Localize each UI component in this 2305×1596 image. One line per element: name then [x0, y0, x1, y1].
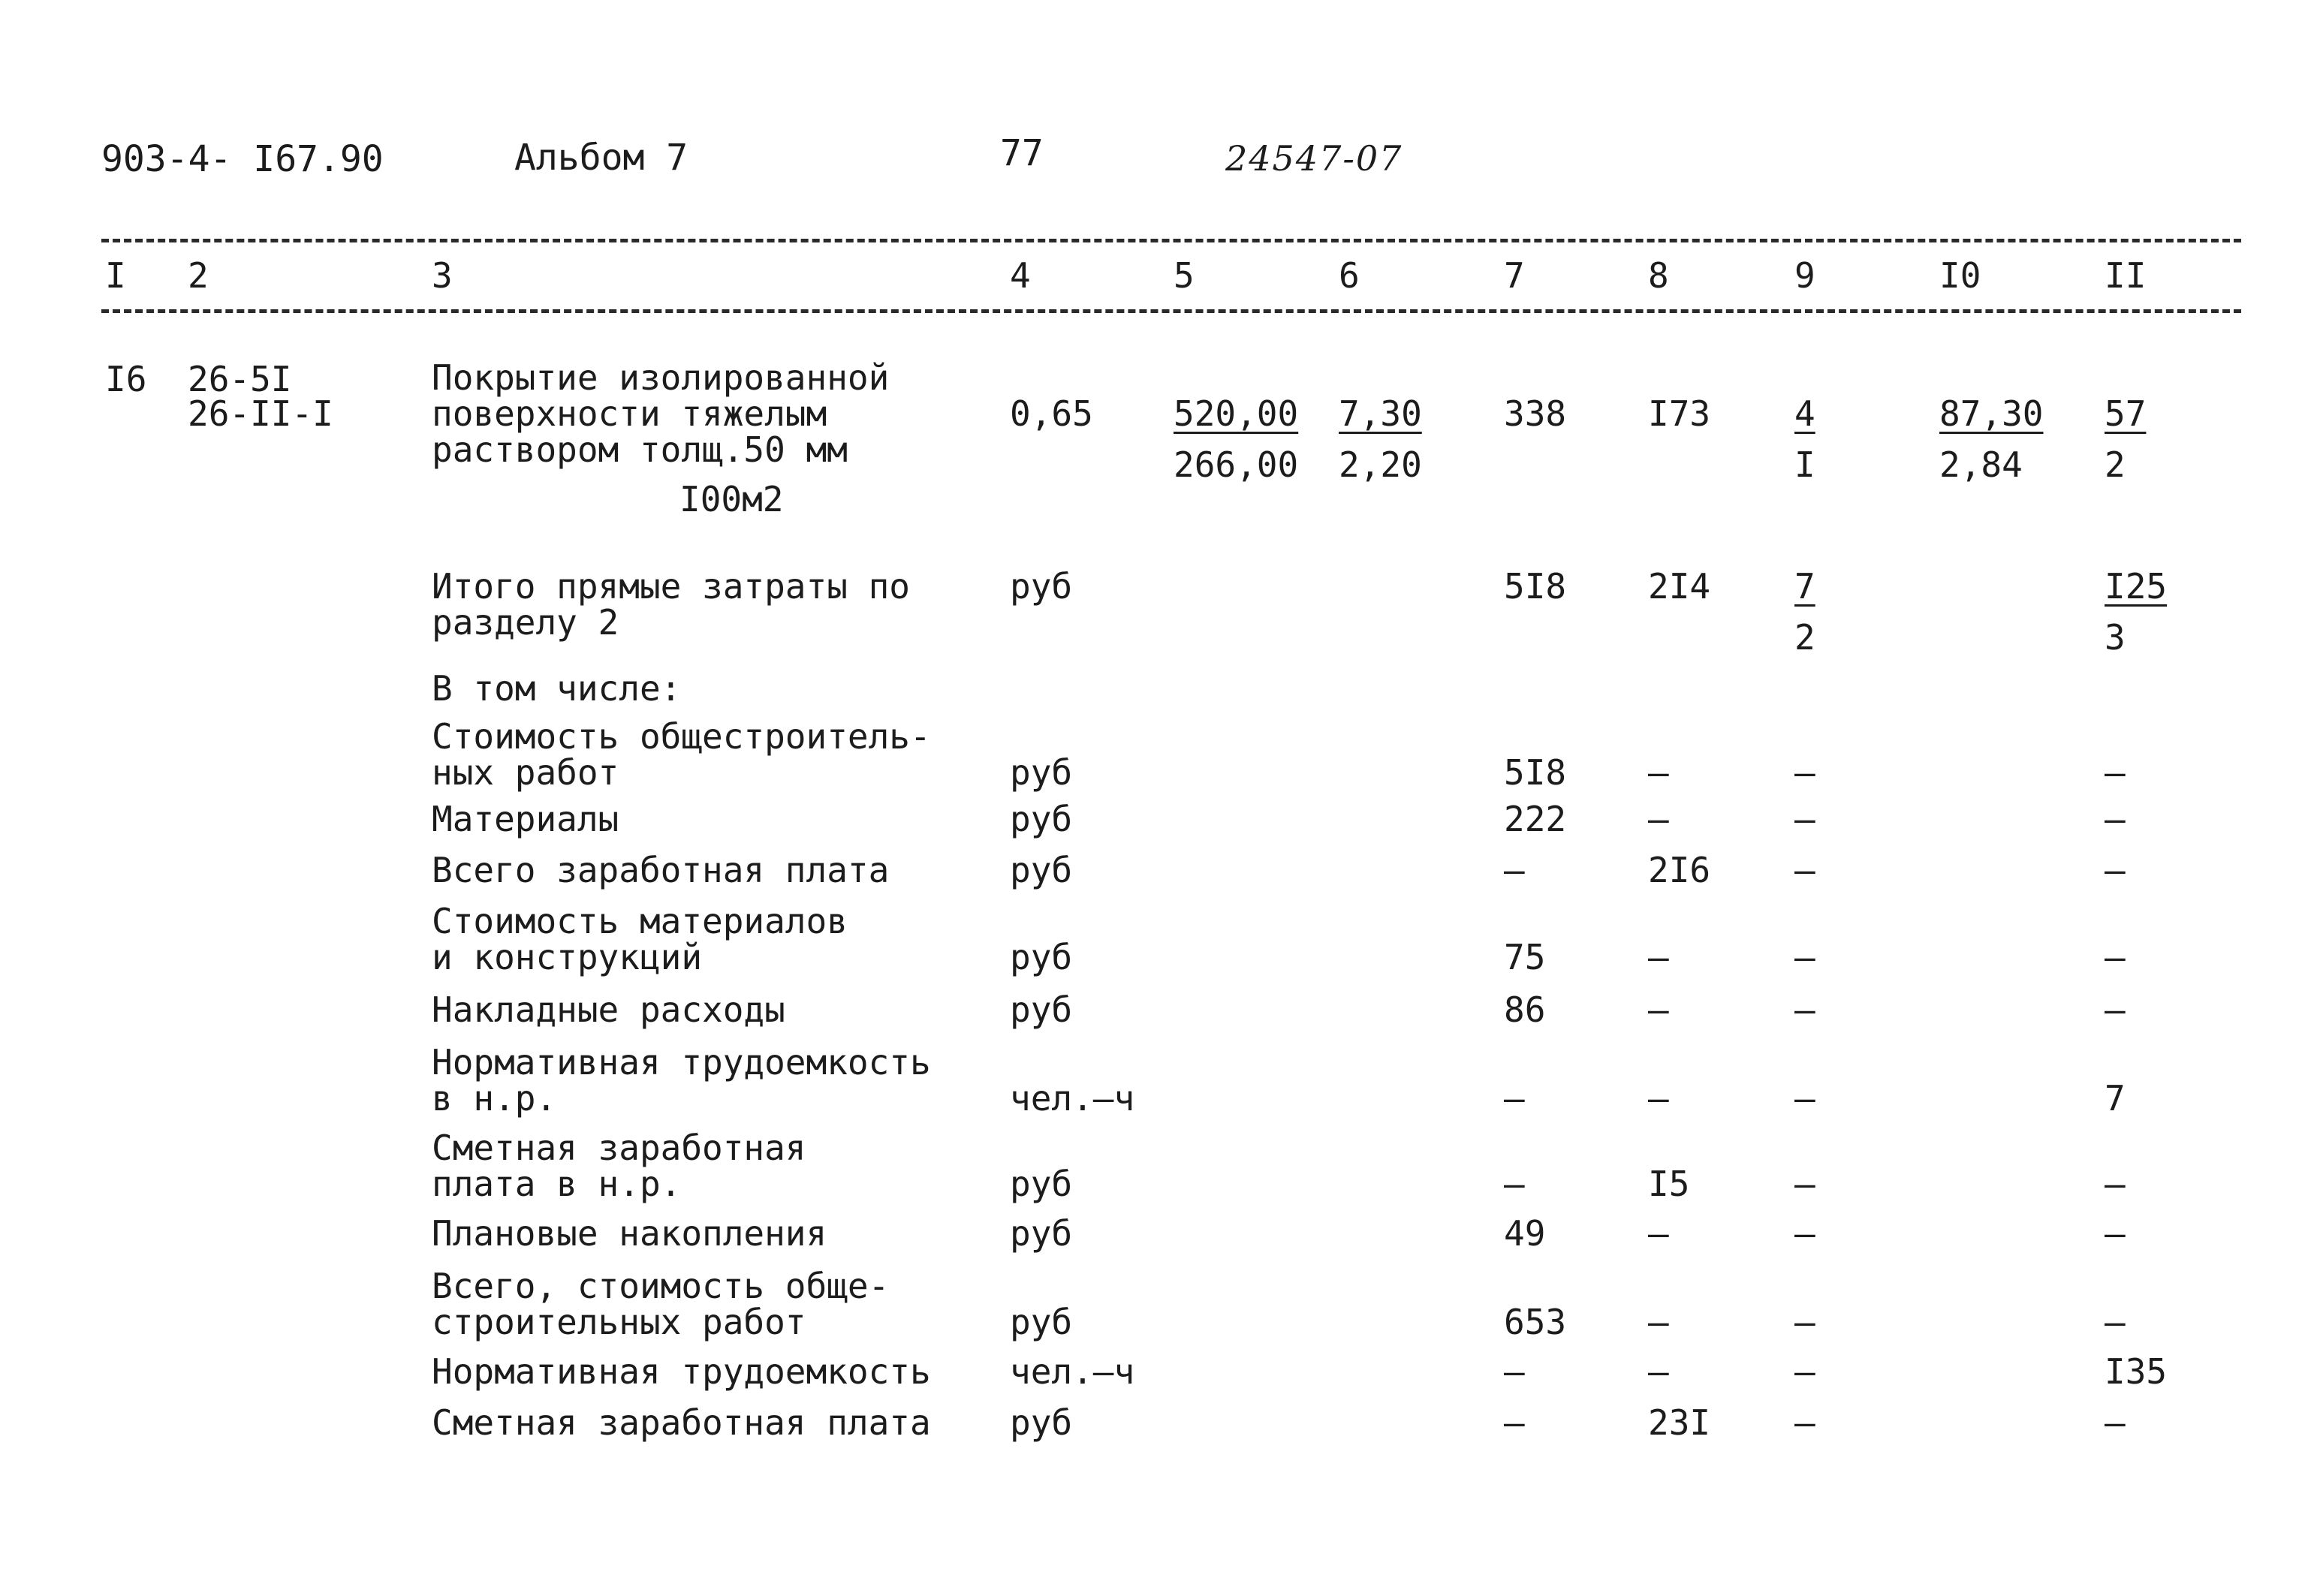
- item-unit: I00м2: [679, 479, 784, 519]
- row-label-line-1: Нормативная трудоемкость: [432, 1351, 931, 1392]
- row-col11: –: [2105, 1213, 2126, 1254]
- row-col11: –: [2105, 1302, 2126, 1342]
- item-description-line-2: поверхности тяжелым: [432, 393, 827, 434]
- row-col9: –: [1794, 752, 1815, 793]
- row-col9: –: [1794, 1078, 1815, 1119]
- column-header-6: 6: [1339, 255, 1360, 296]
- row-col9: –: [1794, 1351, 1815, 1392]
- row-col8: –: [1648, 989, 1669, 1030]
- row-label-line-1: Плановые накопления: [432, 1213, 827, 1254]
- column-header-10: I0: [1939, 255, 1981, 296]
- column-header-7: 7: [1504, 255, 1525, 296]
- row-label-line-2: плата в н.р.: [432, 1164, 682, 1204]
- row-col11: –: [2105, 1164, 2126, 1204]
- row-unit: руб: [1010, 799, 1073, 839]
- row-col11: I35: [2105, 1351, 2168, 1392]
- row-col11: –: [2105, 937, 2126, 977]
- row-col7: 653: [1504, 1302, 1567, 1342]
- header-top-rule: [101, 239, 2241, 242]
- row-col8: –: [1648, 1302, 1669, 1342]
- column-header-3: 3: [432, 255, 453, 296]
- item-quantity: 0,65: [1010, 393, 1093, 434]
- item-col11-top: 57: [2105, 393, 2147, 434]
- item-code-1: 26-5I: [188, 359, 292, 399]
- row-unit: руб: [1010, 1164, 1073, 1204]
- row-col7: –: [1504, 850, 1525, 890]
- item-col9-bottom: I: [1794, 444, 1815, 485]
- row-col9: –: [1794, 989, 1815, 1030]
- row-col11: –: [2105, 850, 2126, 890]
- item-col9-top: 4: [1794, 393, 1815, 434]
- row-col8: –: [1648, 1351, 1669, 1392]
- row-col8: –: [1648, 1213, 1669, 1254]
- item-description-line-3: раствором толщ.50 мм: [432, 429, 848, 470]
- column-header-8: 8: [1648, 255, 1669, 296]
- item-col10-bottom: 2,84: [1939, 444, 2023, 485]
- column-header-2: 2: [188, 255, 209, 296]
- row-col9: –: [1794, 799, 1815, 839]
- row-col7: –: [1504, 1078, 1525, 1119]
- row-col11: –: [2105, 989, 2126, 1030]
- total-col9-bottom: 2: [1794, 617, 1815, 658]
- row-label-line-1: Всего, стоимость обще-: [432, 1266, 890, 1306]
- item-col8: I73: [1648, 393, 1711, 434]
- row-col7: –: [1504, 1164, 1525, 1204]
- item-col6-top: 7,30: [1339, 393, 1422, 434]
- row-col9: –: [1794, 1302, 1815, 1342]
- column-header-5: 5: [1174, 255, 1195, 296]
- document-code: 903-4- I67.90: [101, 138, 384, 180]
- row-unit: руб: [1010, 1302, 1073, 1342]
- item-col5-bottom: 266,00: [1174, 444, 1299, 485]
- item-col6-bottom: 2,20: [1339, 444, 1422, 485]
- row-col7: –: [1504, 1402, 1525, 1443]
- row-col8: –: [1648, 752, 1669, 793]
- row-col8: 23I: [1648, 1402, 1711, 1443]
- row-label-line-1: Стоимость материалов: [432, 901, 848, 941]
- row-label-line-2: в н.р.: [432, 1078, 557, 1119]
- row-unit: руб: [1010, 850, 1073, 890]
- row-label-line-1: Стоимость общестроитель-: [432, 716, 931, 757]
- column-header-9: 9: [1794, 255, 1815, 296]
- total-label-line-2: разделу 2: [432, 602, 619, 643]
- row-label-line-1: Сметная заработная: [432, 1128, 806, 1168]
- total-col7: 5I8: [1504, 566, 1567, 607]
- row-label-line-1: Накладные расходы: [432, 989, 785, 1030]
- total-col8: 2I4: [1648, 566, 1711, 607]
- row-col9: –: [1794, 850, 1815, 890]
- including-label: В том числе:: [432, 668, 682, 709]
- total-label-line-1: Итого прямые затраты по: [432, 566, 910, 607]
- row-col7: 5I8: [1504, 752, 1567, 793]
- row-unit: руб: [1010, 1402, 1073, 1443]
- row-col9: –: [1794, 937, 1815, 977]
- column-header-1: I: [105, 255, 126, 296]
- row-unit: руб: [1010, 989, 1073, 1030]
- row-unit: руб: [1010, 752, 1073, 793]
- item-description-line-1: Покрытие изолированной: [432, 357, 890, 398]
- inventory-number: 24547-07: [1225, 138, 1403, 179]
- row-unit: руб: [1010, 937, 1073, 977]
- row-unit: руб: [1010, 1213, 1073, 1254]
- row-col9: –: [1794, 1213, 1815, 1254]
- total-unit: руб: [1010, 566, 1073, 607]
- row-col11: 7: [2105, 1078, 2126, 1119]
- row-col8: I5: [1648, 1164, 1690, 1204]
- item-col11-bottom: 2: [2105, 444, 2126, 485]
- row-label-line-1: Материалы: [432, 799, 619, 839]
- header-bottom-rule: [101, 309, 2241, 313]
- row-label-line-2: ных работ: [432, 752, 619, 793]
- total-col9-top: 7: [1794, 566, 1815, 607]
- item-col5-top: 520,00: [1174, 393, 1299, 434]
- row-label-line-1: Нормативная трудоемкость: [432, 1042, 931, 1083]
- row-col11: –: [2105, 1402, 2126, 1443]
- album-label: Альбом 7: [514, 137, 688, 179]
- row-col7: 86: [1504, 989, 1546, 1030]
- row-label-line-2: и конструкций: [432, 937, 703, 977]
- row-label-line-1: Сметная заработная плата: [432, 1402, 931, 1443]
- column-header-4: 4: [1010, 255, 1031, 296]
- row-label-line-2: строительных работ: [432, 1302, 806, 1342]
- row-col7: –: [1504, 1351, 1525, 1392]
- item-code-2: 26-II-I: [188, 393, 333, 434]
- row-col8: –: [1648, 937, 1669, 977]
- item-col10-top: 87,30: [1939, 393, 2044, 434]
- row-col7: 49: [1504, 1213, 1546, 1254]
- row-col7: 75: [1504, 937, 1546, 977]
- item-number: I6: [105, 359, 147, 399]
- column-header-11: II: [2105, 255, 2147, 296]
- row-col7: 222: [1504, 799, 1567, 839]
- row-col11: –: [2105, 752, 2126, 793]
- row-col8: –: [1648, 799, 1669, 839]
- row-col8: –: [1648, 1078, 1669, 1119]
- total-col11-bottom: 3: [2105, 617, 2126, 658]
- row-col8: 2I6: [1648, 850, 1711, 890]
- item-col7: 338: [1504, 393, 1567, 434]
- row-unit: чел.–ч: [1010, 1351, 1135, 1392]
- row-label-line-1: Всего заработная плата: [432, 850, 890, 890]
- row-col9: –: [1794, 1164, 1815, 1204]
- row-col11: –: [2105, 799, 2126, 839]
- row-col9: –: [1794, 1402, 1815, 1443]
- total-col11-top: I25: [2105, 566, 2168, 607]
- row-unit: чел.–ч: [1010, 1078, 1135, 1119]
- page-number: 77: [1000, 132, 1044, 174]
